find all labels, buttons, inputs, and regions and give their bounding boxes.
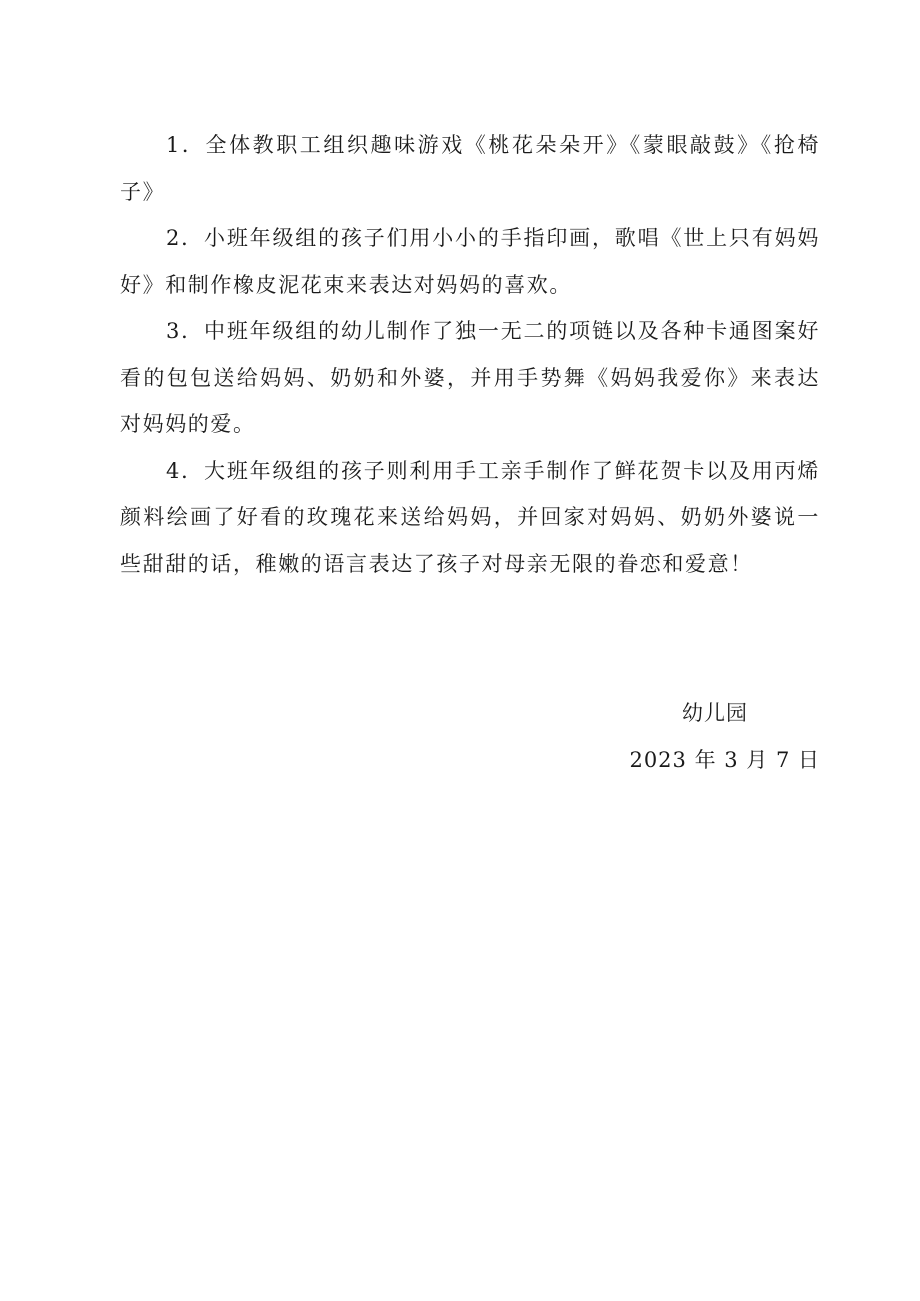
paragraph-activity-4: 4．大班年级组的孩子则利用手工亲手制作了鲜花贺卡以及用丙烯颜料绘画了好看的玫瑰花来送给妈妈，并回家对妈妈、奶奶外婆说一些甜甜的话，稚嫩的语言表达了孩子对母亲无限的眷恋和爱意！ [120, 458, 820, 576]
paragraph-activity-2: 2．小班年级组的孩子们用小小的手指印画，歌唱《世上只有妈妈好》和制作橡皮泥花束来表达对妈妈的喜欢。 [120, 226, 820, 297]
signature-organization: 幼儿园 [682, 701, 748, 725]
paragraph-activity-3: 3．中班年级组的幼儿制作了独一无二的项链以及各种卡通图案好看的包包送给妈妈、奶奶和外婆，并用手势舞《妈妈我爱你》来表达对妈妈的爱。 [120, 319, 820, 436]
signature-block [629, 690, 820, 783]
signature-date: 2023 年 3 月 7 日 [629, 747, 820, 772]
document-body [120, 122, 820, 587]
paragraph-activity-1: 1．全体教职工组织趣味游戏《桃花朵朵开》《蒙眼敲鼓》《抢椅子》 [120, 133, 820, 204]
